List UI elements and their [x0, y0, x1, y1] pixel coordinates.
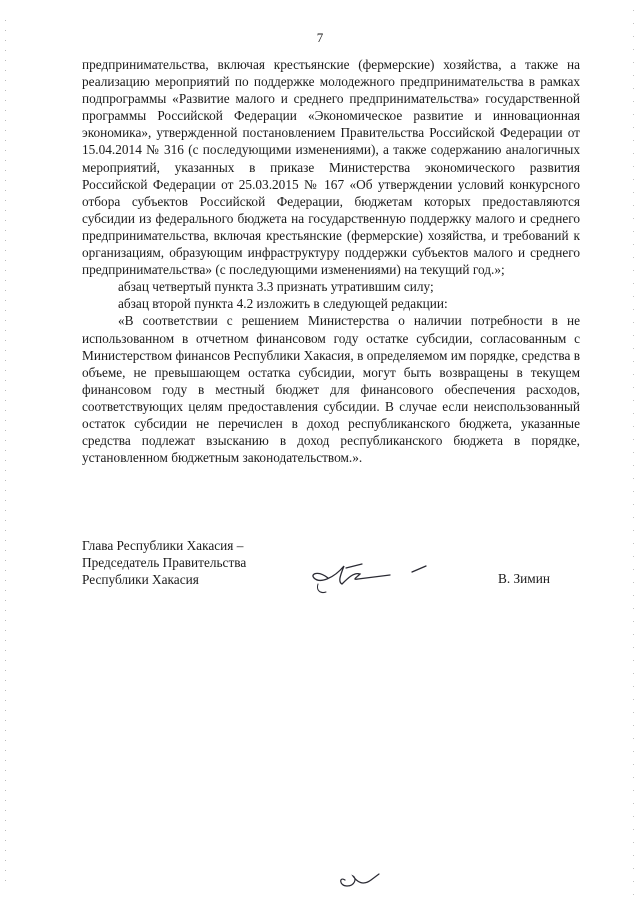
signatory-title-line: Председатель Правительства — [82, 555, 247, 570]
signatory-title-line: Республики Хакасия — [82, 572, 199, 587]
paragraph-new-wording: «В соответствии с решением Министерства о наличии потребности в не использованном в отчетном финансовом году остатке субсидии, согласованным с Министерством финансов Республики Хакасия, в определяемом им порядке, средства в объеме, не превышающем остатка субсидии, могут быть возвращены в текущем финансовом году в местный бюджет для финансового обеспечения расходов, соответствующих целям предоставления субсидии. В случае если неиспользованный остаток субсидии не перечислен в доход республиканского бюджета, указанные средства подлежат взысканию в доход республиканского бюджета в порядке, установленном бюджетным законодательством.». — [82, 313, 580, 466]
page-number: 7 — [316, 30, 324, 45]
signatory-title-line: Глава Республики Хакасия – — [82, 538, 244, 553]
document-body — [82, 56, 580, 466]
handwritten-initials — [335, 866, 385, 894]
scan-edge-artifact — [4, 0, 7, 905]
paragraph-amendment-4-2: абзац второй пункта 4.2 изложить в следующей редакции: — [118, 296, 448, 312]
signatory-name: В. Зимин — [498, 571, 550, 586]
paragraph-continuation: предпринимательства, включая крестьянские (фермерские) хозяйства, а также на реализацию мероприятий по поддержке молодежного предпринимательства в рамках подпрограммы «Развитие малого и среднего предпринимательства» государственной программы Российской Федерации «Экономическое развитие и инновационная экономика», утвержденной постановлением Правительства Российской Федерации от 15.04.2014 № 316 (с последующими изменениями), а также содержанию аналогичных мероприятий, указанных в приказе Министерства экономического развития Российской Федерации от 25.03.2015 № 167 «Об утверждении условий конкурсного отбора субъектов Российской Федерации, бюджетам которых предоставляются субсидии из федерального бюджета на государственную поддержку малого и среднего предпринимательства, включая крестьянские (фермерские) хозяйства, и требований к организациям, образующим инфраструктуру поддержки субъектов малого и среднего предпринимательства» (с последующими изменениями) на текущий год.»; — [82, 57, 580, 278]
handwritten-signature — [300, 548, 450, 598]
scan-edge-artifact — [632, 0, 635, 905]
paragraph-amendment-3-3: абзац четвертый пункта 3.3 признать утратившим силу; — [118, 279, 434, 295]
